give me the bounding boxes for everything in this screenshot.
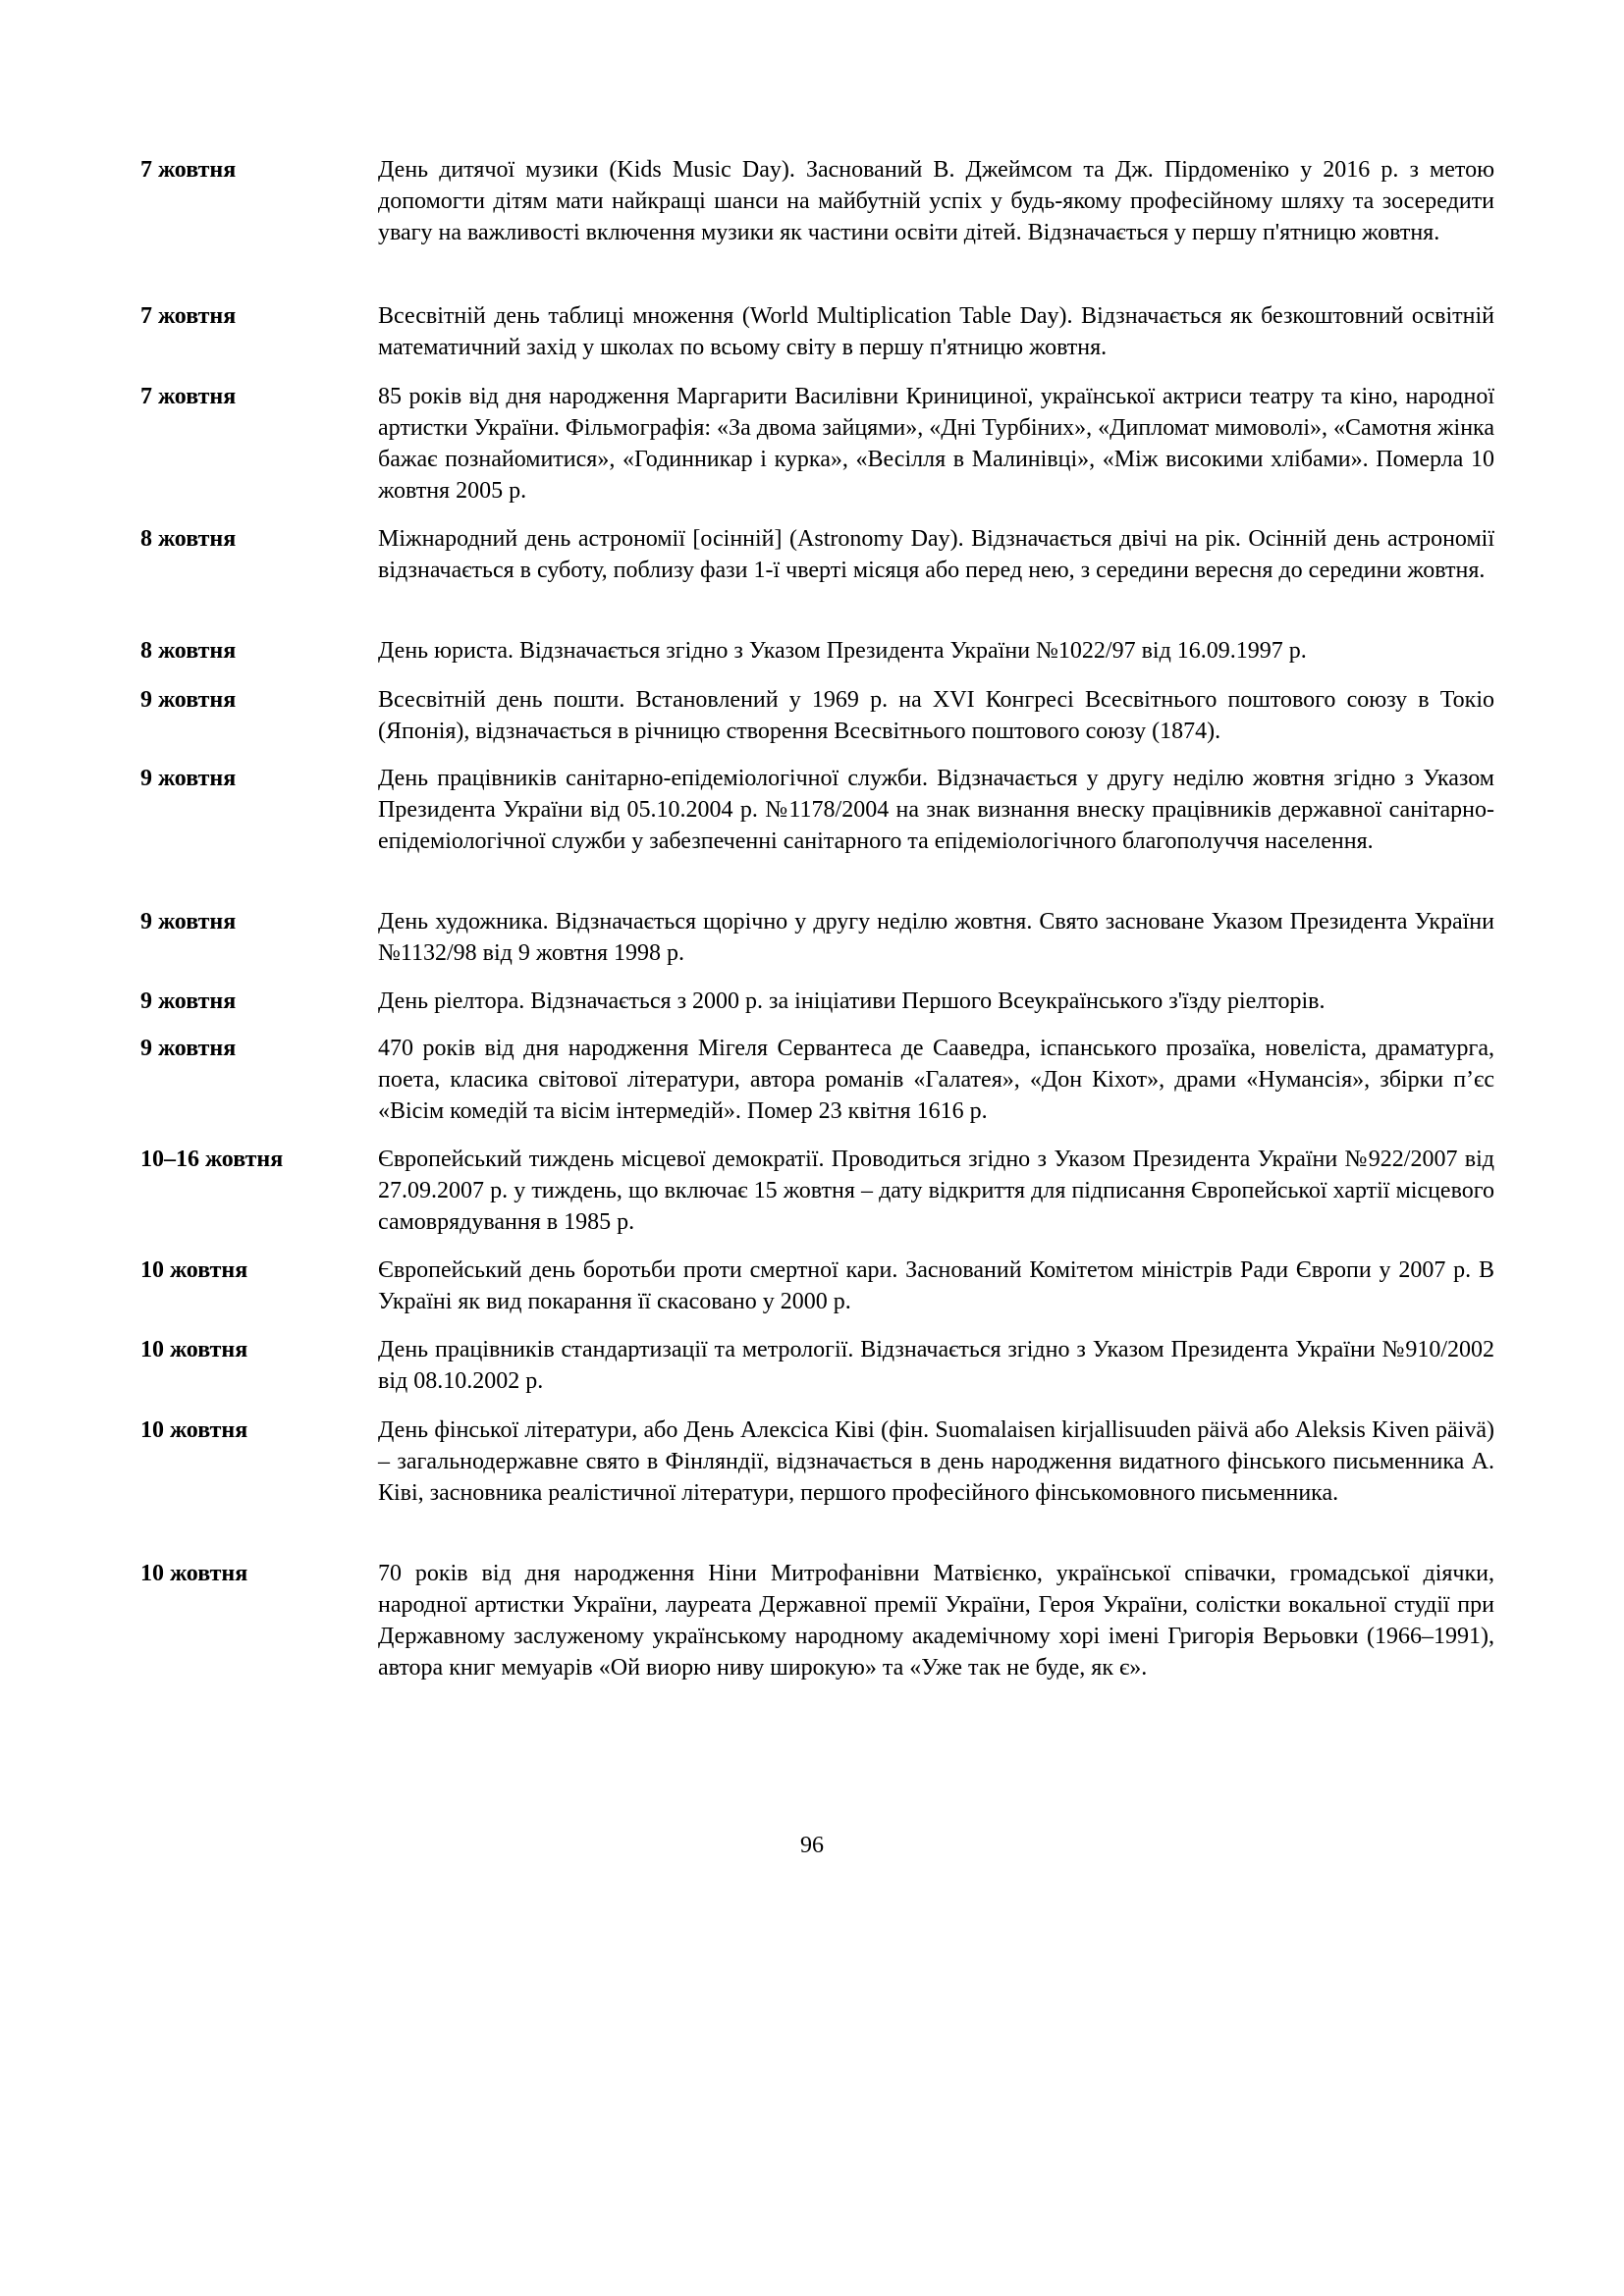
entry-text: День дитячої музики (Kids Music Day). Заснований В. Джеймсом та Дж. Пірдоменіко у 2016 р. з метою допомогти дітям мати найкращі шанси на майбутній успіх у будь-якому професійному шляху та зосередити увагу на важливості включення музики як частини освіти дітей. Відзначається у першу п'ятницю жовтня.: [378, 157, 1494, 245]
entry-date: 10 жовтня: [140, 1257, 248, 1283]
entry-date: 10 жовтня: [140, 1417, 248, 1443]
entry-text: День ріелтора. Відзначається з 2000 р. за ініціативи Першого Всеукраїнського з'їзду ріелторів.: [378, 988, 1326, 1014]
entry-date: 10–16 жовтня: [140, 1147, 284, 1172]
entry-text: Всесвітній день таблиці множення (World Multiplication Table Day). Відзначається як безкоштовний освітній математичний захід у школах по всьому світу в першу п'ятницю жовтня.: [378, 303, 1494, 360]
entry-text: День працівників санітарно-епідеміологічної служби. Відзначається у другу неділю жовтня згідно з Указом Президента України від 05.10.2004 р. №1178/2004 на знак визнання внеску працівників державної санітарно-епідеміологічної служби у забезпеченні санітарного та епідеміологічного благополуччя населення.: [378, 766, 1494, 854]
entry-text: Європейський день боротьби проти смертної кари. Заснований Комітетом міністрів Ради Європи у 2007 р. В Україні як вид покарання її скасовано у 2000 р.: [378, 1257, 1494, 1314]
entry-date: 9 жовтня: [140, 1036, 237, 1061]
entry-text: 85 років від дня народження Маргарити Василівни Кринициної, української актриси театру та кіно, народної артистки України. Фільмографія: «За двома зайцями», «Дні Турбіних», «Дипломат мимоволі», «Самотня жінка бажає познайомитися», «Годинникар і курка», «Весілля в Малинівці», «Між високими хлібами». Померла 10 жовтня 2005 р.: [378, 384, 1494, 504]
entry-date: 10 жовтня: [140, 1337, 248, 1362]
entry-date: 8 жовтня: [140, 526, 237, 552]
entry-text: День художника. Відзначається щорічно у другу неділю жовтня. Свято засноване Указом Президента України №1132/98 від 9 жовтня 1998 р.: [378, 909, 1494, 966]
entry-text: День юриста. Відзначається згідно з Указом Президента України №1022/97 від 16.09.1997 р.: [378, 638, 1307, 664]
entry-date: 7 жовтня: [140, 157, 237, 183]
entry-text: 470 років від дня народження Мігеля Сервантеса де Сааведра, іспанського прозаїка, новеліста, драматурга, поета, класика світової літератури, автора романів «Галатея», «Дон Кіхот», драми «Нумансія», збірки п’єс «Вісім комедій та вісім інтермедій». Помер 23 квітня 1616 р.: [378, 1036, 1494, 1124]
entry-text: 70 років від дня народження Ніни Митрофанівни Матвієнко, української співачки, громадської діячки, народної артистки України, лауреата Державної премії України, Героя України, солістки вокальної студії при Державному заслуженому українському народному академічному хорі імені Григорія Верьовки (1966–1991), автора книг мемуарів «Ой виорю ниву широкую» та «Уже так не буде, як є».: [378, 1561, 1494, 1681]
entry-text: Всесвітній день пошти. Встановлений у 1969 р. на XVI Конгресі Всесвітнього поштового союзу в Токіо (Японія), відзначається в річницю створення Всесвітнього поштового союзу (1874).: [378, 687, 1494, 744]
entry-text: День працівників стандартизації та метрології. Відзначається згідно з Указом Президента України №910/2002 від 08.10.2002 р.: [378, 1337, 1494, 1394]
entry-date: 8 жовтня: [140, 638, 237, 664]
entry-date: 10 жовтня: [140, 1561, 248, 1586]
page-number: 96: [800, 1833, 824, 1858]
entry-date: 7 жовтня: [140, 303, 237, 329]
entry-date: 9 жовтня: [140, 909, 237, 934]
entry-date: 7 жовтня: [140, 384, 237, 409]
entry-date: 9 жовтня: [140, 988, 237, 1014]
entry-text: День фінської літератури, або День Алексіса Ківі (фін. Suomalaisen kirjallisuuden päivä або Aleksis Kiven päivä) – загальнодержавне свято в Фінляндії, відзначається в день народження видатного фінського письменника А. Ківі, засновника реалістичної літератури, першого професійного фінськомовного письменника.: [378, 1417, 1494, 1506]
entry-text: Європейський тиждень місцевої демократії. Проводиться згідно з Указом Президента України №922/2007 від 27.09.2007 р. у тиждень, що включає 15 жовтня – дату відкриття для підписання Європейської хартії місцевого самоврядування в 1985 р.: [378, 1147, 1494, 1235]
entry-date: 9 жовтня: [140, 766, 237, 791]
entry-date: 9 жовтня: [140, 687, 237, 713]
entry-text: Міжнародний день астрономії [осінній] (Astronomy Day). Відзначається двічі на рік. Осінній день астрономії відзначається в суботу, поблизу фази 1-ї чверті місяця або перед нею, з середини вересня до середини жовтня.: [378, 526, 1494, 583]
